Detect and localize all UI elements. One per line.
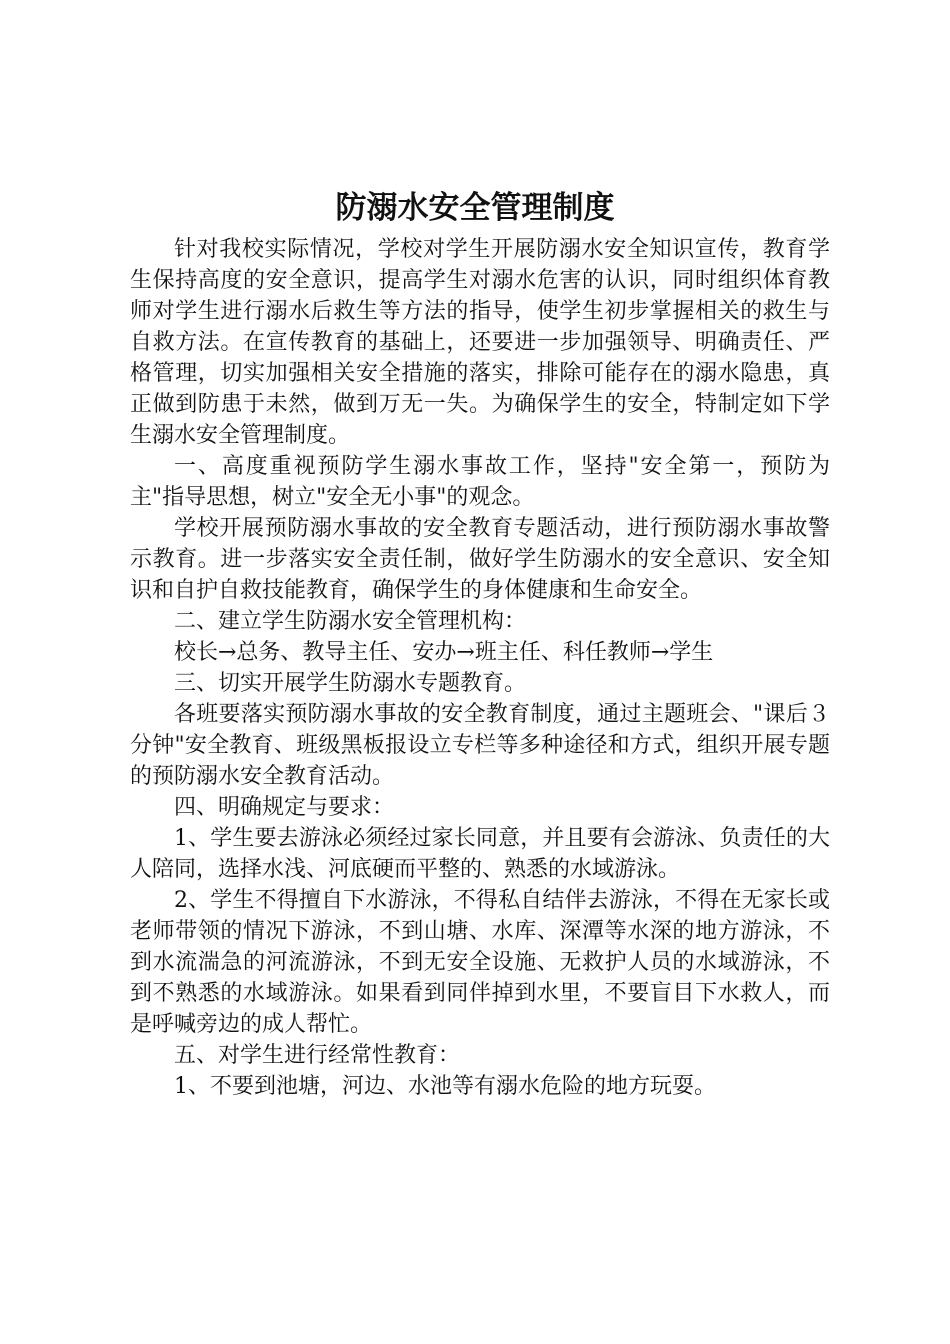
paragraph-section-5: 五、对学生进行经常性教育： xyxy=(174,1043,461,1068)
paragraph-section-4: 四、明确规定与要求： xyxy=(174,795,395,820)
paragraph-rule-2: 2、学生不得擅自下水游泳，不得私自结伴去游泳，不得在无家长或老师带领的情况下游泳，不到山塘、水库、深潭等水深的地方游泳，不到水流湍急的河流游泳，不到无安全设施、无救护人员的水域游泳，不到不熟悉的水域游泳。如果看到同伴掉到水里，不要盲目下水救人，而是呼喊旁边的成人帮忙。 xyxy=(130,888,830,1037)
paragraph-intro: 针对我校实际情况，学校对学生开展防溺水安全知识宣传，教育学生保持高度的安全意识，提高学生对溺水危害的认识，同时组织体育教师对学生进行溺水后救生等方法的指导，使学生初步掌握相关的救生与自救方法。在宣传教育的基础上，还要进一步加强领导、明确责任、严格管理，切实加强相关安全措施的落实，排除可能存在的溺水隐患，真正做到防患于未然，做到万无一失。为确保学生的安全，特制定如下学生溺水安全管理制度。 xyxy=(130,237,830,448)
paragraph-rule-1: 1、学生要去游泳必须经过家长同意，并且要有会游泳、负责任的大人陪同，选择水浅、河底硬而平整的、熟悉的水域游泳。 xyxy=(130,826,830,882)
paragraph-section-3-detail: 各班要落实预防溺水事故的安全教育制度，通过主题班会、"课后３分钟"安全教育、班级黑板报设立专栏等多种途径和方式，组织开展专题的预防溺水安全教育活动。 xyxy=(130,702,830,789)
paragraph-section-1: 一、高度重视预防学生溺水事故工作，坚持"安全第一，预防为主"指导思想，树立"安全无小事"的观念。 xyxy=(130,454,830,510)
paragraph-section-2: 二、建立学生防溺水安全管理机构： xyxy=(174,609,527,634)
paragraph-section-3: 三、切实开展学生防溺水专题教育。 xyxy=(174,671,527,696)
paragraph-education-1: 1、不要到池塘，河边、水池等有溺水危险的地方玩耍。 xyxy=(174,1074,716,1099)
document-title: 防溺水安全管理制度 xyxy=(335,190,615,226)
document-body xyxy=(130,234,830,1102)
paragraph-section-1-detail: 学校开展预防溺水事故的安全教育专题活动，进行预防溺水事故警示教育。进一步落实安全责任制，做好学生防溺水的安全意识、安全知识和自护自救技能教育，确保学生的身体健康和生命安全。 xyxy=(130,516,830,603)
paragraph-organization-chain: 校长→总务、教导主任、安办→班主任、科任教师→学生 xyxy=(174,640,714,665)
